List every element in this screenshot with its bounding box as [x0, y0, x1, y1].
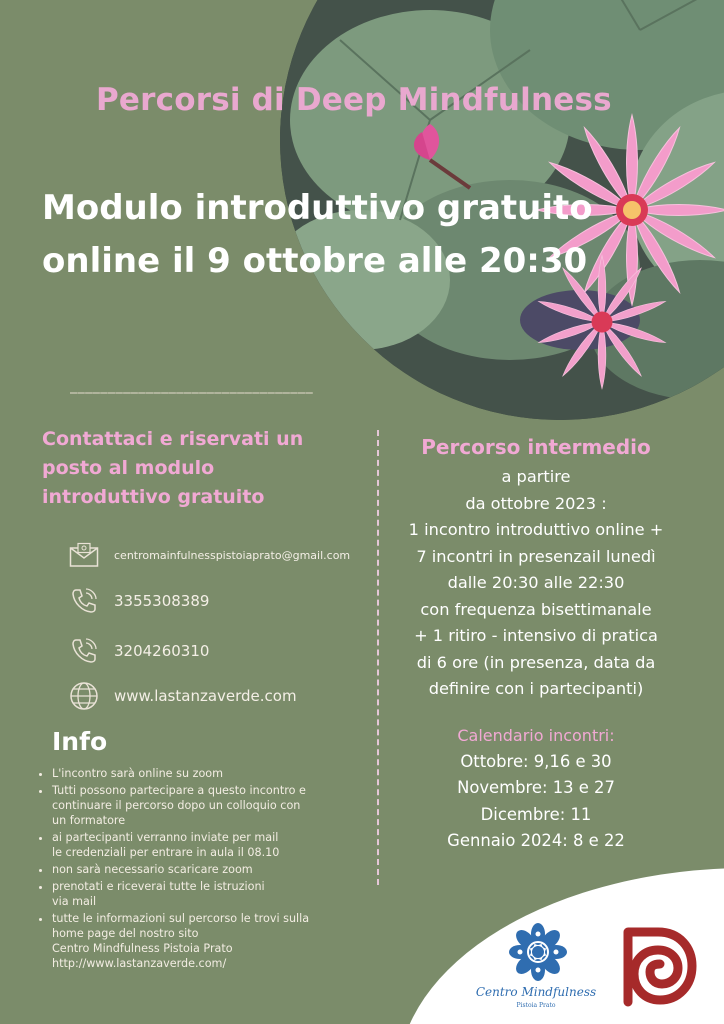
intermediate-line: 1 incontro introduttivo online + — [408, 520, 664, 539]
info-item: • L'incontro sarà online su zoom — [52, 766, 372, 781]
calendar-title: Calendario incontri: — [457, 725, 615, 745]
logo-text — [470, 986, 602, 1012]
calendar-item: Novembre: 13 e 27 — [457, 778, 615, 797]
intermediate-line: di 6 ore (in presenza, data da — [416, 652, 656, 672]
contact-website-row[interactable] — [68, 680, 297, 712]
intermediate-course — [386, 432, 686, 855]
contact-email-row[interactable] — [68, 539, 350, 571]
info-item: • non sarà necessario scaricare zoom — [52, 862, 372, 877]
intermediate-line: dalle 20:30 alle 22:30 — [447, 573, 625, 592]
intermediate-title: Percorso intermedio — [421, 435, 651, 459]
logo-subtitle: Pistoia Prato — [516, 1002, 556, 1009]
info-item: • Tutti possono partecipare a questo incontro e continuare il percorso dopo un colloquio con un formatore — [52, 783, 372, 828]
intermediate-line: definire con i partecipanti) — [428, 679, 644, 698]
contact-phone1-row[interactable] — [68, 585, 209, 617]
contact-phone2-row[interactable] — [68, 635, 209, 667]
intermediate-line: con frequenza bisettimanale — [420, 599, 652, 619]
dashed-divider: ________________________________ — [70, 378, 314, 394]
intermediate-line: da ottobre 2023 : — [465, 493, 607, 513]
contact-heading: Contattaci e riservati un posto al modulo introduttivo gratuito — [42, 428, 304, 508]
spiral-icon — [620, 924, 698, 1008]
calendar-item: Ottobre: 9,16 e 30 — [460, 751, 612, 771]
phone-icon — [68, 635, 100, 667]
vertical-divider — [377, 430, 379, 885]
logo-name: Centro Mindfulness — [475, 985, 597, 999]
intermediate-body — [386, 464, 686, 703]
calendar-item: Gennaio 2024: 8 e 22 — [447, 831, 625, 850]
page-title: Percorsi di Deep Mindfulness — [96, 82, 612, 118]
info-item: • prenotati e riceverai tutte le istruzioni via mail — [52, 879, 372, 909]
email-icon — [68, 539, 100, 571]
globe-icon — [68, 680, 100, 712]
info-title: Info — [52, 727, 108, 756]
info-item: • ai partecipanti verranno inviate per mail le credenziali per entrare in aula il 08.10 — [52, 830, 372, 860]
contact-phone-2[interactable]: 3204260310 — [114, 642, 210, 660]
calendar-item: Dicembre: 11 — [480, 804, 592, 824]
info-list — [34, 766, 372, 973]
calendar-list — [386, 749, 686, 855]
spiral-logo — [620, 924, 698, 1008]
intermediate-line: a partire — [501, 467, 571, 486]
centro-mindfulness-logo — [496, 912, 580, 996]
phone-icon — [68, 585, 100, 617]
mandala-icon — [496, 912, 580, 996]
intermediate-line: + 1 ritiro - intensivo di pratica — [414, 626, 658, 645]
contact-phone-1[interactable]: 3355308389 — [114, 592, 210, 610]
intermediate-line: 7 incontri in presenzail lunedì — [416, 546, 656, 566]
contact-email[interactable]: centromainfulnesspistoiaprato@gmail.com — [114, 548, 351, 562]
info-item: • tutte le informazioni sul percorso le trovi sulla home page del nostro sito Centro Mindfulness Pistoia Prato http://www.lastanzaverde.com/ — [52, 911, 372, 971]
headline: Modulo introduttivo gratuito online il 9 ottobre alle 20:30 — [42, 188, 593, 281]
contact-website[interactable]: www.lastanzaverde.com — [114, 687, 297, 705]
